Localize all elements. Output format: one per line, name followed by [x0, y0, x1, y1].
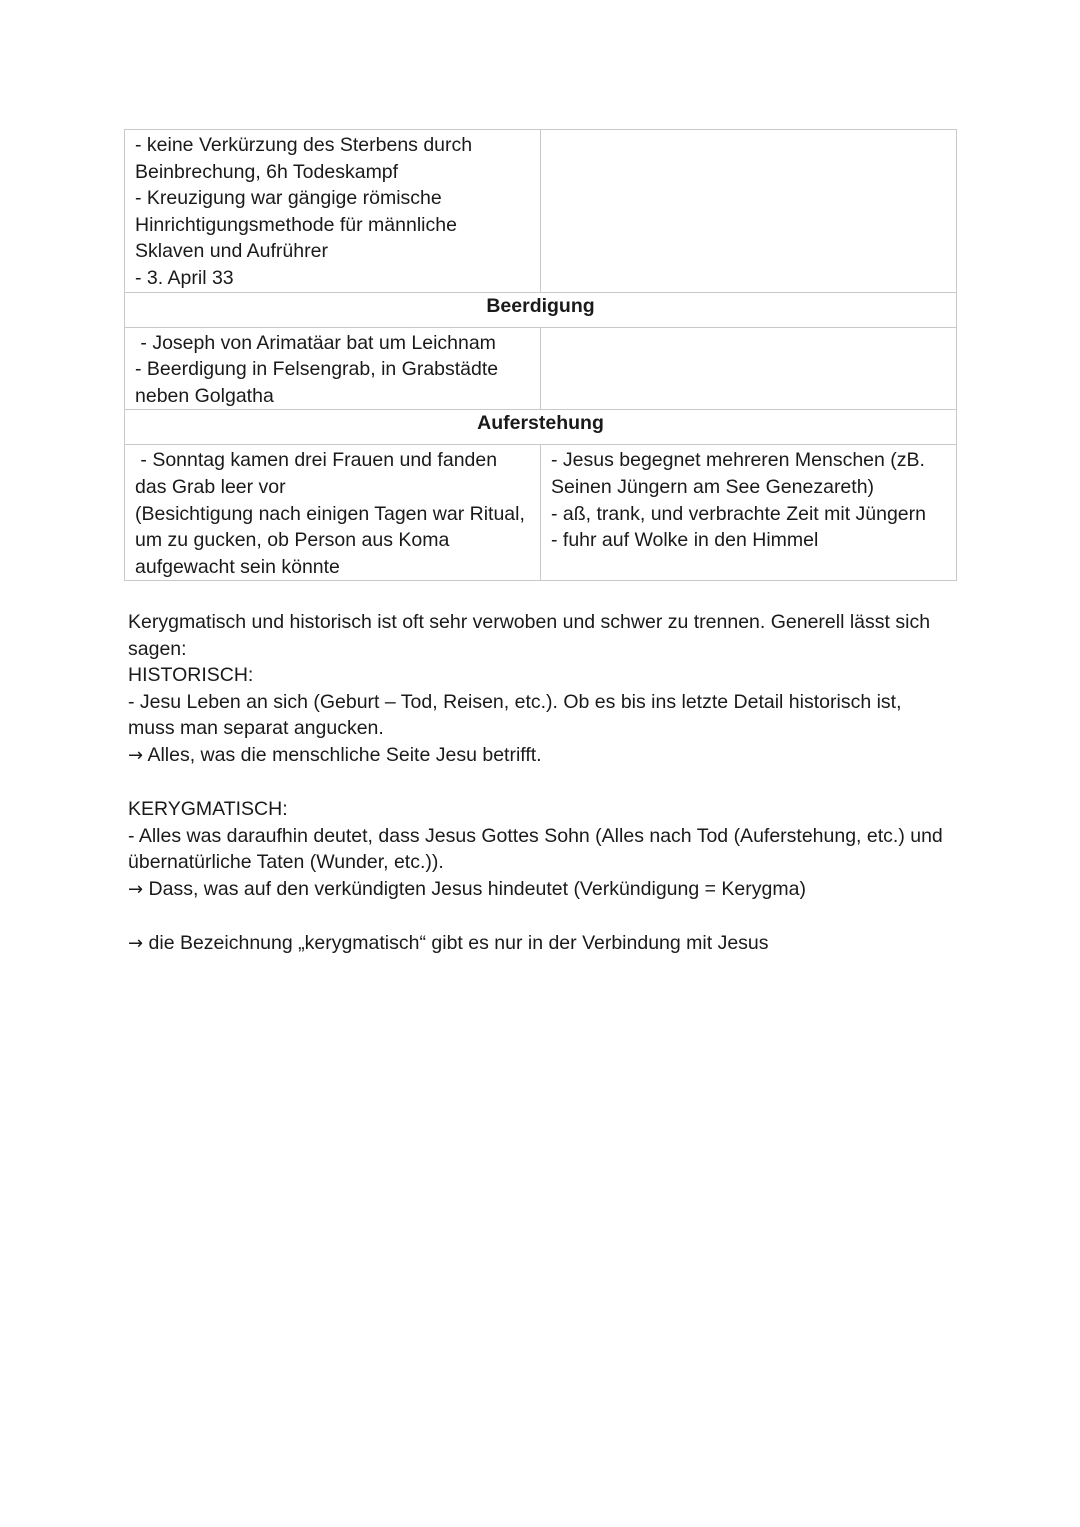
kerygmatisch-summary-text: Dass, was auf den verkündigten Jesus hindeutet (Verkündigung = Kerygma)	[148, 877, 806, 900]
cell-line: Sklaven und Aufrührer	[135, 240, 328, 263]
cell-line: - keine Verkürzung des Sterbens durch	[135, 134, 473, 156]
cell-left	[125, 445, 541, 581]
cell-line: - Kreuzigung war gängige römische	[135, 187, 442, 210]
historisch-summary	[128, 742, 958, 770]
cell-right	[541, 445, 957, 581]
table-row	[125, 130, 957, 293]
cell-left	[125, 130, 541, 293]
arrow-right-icon: →	[128, 878, 144, 900]
cell-line: - aß, trank, und verbrachte Zeit mit Jüngern	[551, 502, 926, 525]
kerygmatisch-line: - Alles was daraufhin deutet, dass Jesus Gottes Sohn (Alles nach Tod (Auferstehung, etc.) und	[128, 824, 943, 847]
historisch-line: muss man separat angucken.	[128, 717, 384, 740]
notes-table	[124, 129, 957, 581]
cell-line: um zu gucken, ob Person aus Koma	[135, 529, 450, 552]
cell-line: - Beerdigung in Felsengrab, in Grabstädte	[135, 358, 499, 381]
cell-line: aufgewacht sein könnte	[135, 555, 340, 578]
cell-line: - Joseph von Arimatäar bat um Leichnam	[135, 331, 496, 354]
final-note	[128, 930, 958, 958]
historisch-line: - Jesu Leben an sich (Geburt – Tod, Reisen, etc.). Ob es bis ins letzte Detail historisch ist,	[128, 690, 902, 713]
heading-auferstehung: Auferstehung	[125, 410, 957, 445]
intro-line: Kerygmatisch und historisch ist oft sehr verwoben und schwer zu trennen. Generell lässt sich	[128, 611, 931, 633]
table-row	[125, 327, 957, 410]
heading-beerdigung: Beerdigung	[125, 292, 957, 327]
final-note-text: die Bezeichnung „kerygmatisch“ gibt es nur in der Verbindung mit Jesus	[148, 932, 769, 955]
spacer	[128, 904, 958, 931]
cell-line: - Sonntag kamen drei Frauen und fanden	[135, 449, 498, 472]
table-heading-row	[125, 410, 957, 445]
cell-left	[125, 327, 541, 410]
cell-line: neben Golgatha	[135, 384, 274, 407]
spacer	[128, 770, 958, 797]
cell-line: Hinrichtigungsmethode für männliche	[135, 213, 457, 236]
intro-line: sagen:	[128, 637, 187, 660]
kerygmatisch-summary	[128, 876, 958, 904]
arrow-right-icon: →	[128, 933, 144, 955]
cell-line: Beinbrechung, 6h Todeskampf	[135, 160, 399, 183]
cell-right-empty	[541, 327, 957, 410]
cell-line: - fuhr auf Wolke in den Himmel	[551, 529, 819, 552]
cell-line: - Jesus begegnet mehreren Menschen (zB.	[551, 449, 925, 472]
explanation-text	[128, 609, 958, 958]
kerygmatisch-heading: KERYGMATISCH:	[128, 798, 288, 821]
arrow-right-icon: →	[128, 744, 144, 766]
cell-line: - 3. April 33	[135, 266, 234, 289]
historisch-summary-text: Alles, was die menschliche Seite Jesu betrifft.	[147, 743, 542, 766]
cell-right-empty	[541, 130, 957, 293]
table-heading-row	[125, 292, 957, 327]
cell-line: das Grab leer vor	[135, 475, 286, 498]
cell-line: (Besichtigung nach einigen Tagen war Ritual,	[135, 502, 525, 525]
cell-line: Seinen Jüngern am See Genezareth)	[551, 475, 875, 498]
table-row	[125, 445, 957, 581]
kerygmatisch-line: übernatürliche Taten (Wunder, etc.)).	[128, 851, 444, 874]
historisch-heading: HISTORISCH:	[128, 664, 254, 687]
